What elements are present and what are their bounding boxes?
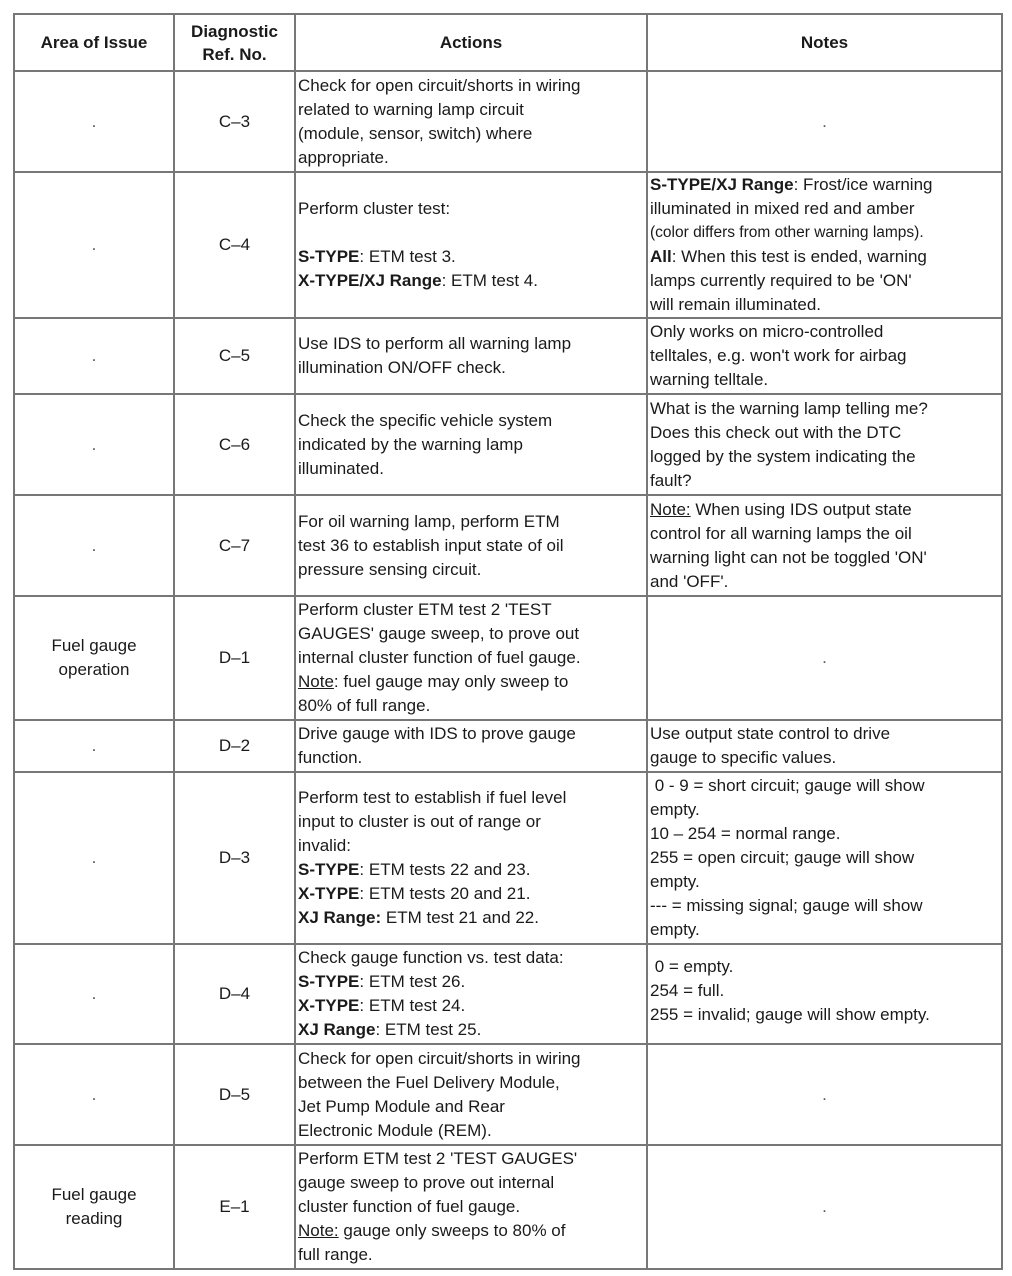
actions-line: Perform cluster test: xyxy=(298,199,451,218)
notes-line: 0 - 9 = short circuit; gauge will show xyxy=(650,776,925,795)
model-text: : ETM test 3. xyxy=(359,247,456,266)
actions-line: illumination ON/OFF check. xyxy=(298,358,506,377)
note-prefix: Note xyxy=(298,672,334,691)
actions-line: between the Fuel Delivery Module, xyxy=(298,1072,560,1092)
actions-line: (module, sensor, switch) where xyxy=(298,123,533,143)
notes-cell xyxy=(647,944,1002,1044)
area-line: operation xyxy=(58,660,130,679)
notes-line: What is the warning lamp telling me? xyxy=(650,398,928,418)
blank-line xyxy=(298,221,644,245)
table-row xyxy=(14,172,1002,318)
header-area: Area of Issue xyxy=(14,14,174,71)
notes-cell xyxy=(647,394,1002,495)
area-cell: . xyxy=(14,394,174,495)
actions-line: Check for open circuit/shorts in wiring xyxy=(298,75,581,95)
table-row xyxy=(14,71,1002,172)
model-label: X-TYPE/XJ Range xyxy=(298,271,442,290)
notes-text: When using IDS output state xyxy=(690,499,912,519)
model-label: S-TYPE xyxy=(298,972,360,991)
area-cell: . xyxy=(14,172,174,318)
table-row xyxy=(14,318,1002,394)
header-ref-line1: Diagnostic xyxy=(191,21,278,41)
notes-line: and 'OFF'. xyxy=(650,571,729,591)
notes-line: --- = missing signal; gauge will show xyxy=(650,896,923,915)
actions-line xyxy=(298,1219,644,1243)
notes-line: empty. xyxy=(650,872,700,891)
actions-line: 80% of full range. xyxy=(298,696,431,715)
model-label: S-TYPE xyxy=(298,247,360,266)
actions-line: Use IDS to perform all warning lamp xyxy=(298,334,572,353)
ref-cell: D–5 xyxy=(174,1044,295,1145)
actions-cell xyxy=(295,772,647,944)
actions-cell xyxy=(295,172,647,318)
actions-text: gauge only sweeps to 80% of xyxy=(338,1221,566,1240)
notes-line: gauge to specific values. xyxy=(650,748,837,767)
actions-line: Check gauge function vs. test data: xyxy=(298,948,564,967)
actions-line: appropriate. xyxy=(298,147,389,167)
actions-cell xyxy=(295,944,647,1044)
actions-line: Perform ETM test 2 'TEST GAUGES' xyxy=(298,1149,578,1168)
notes-line: 254 = full. xyxy=(650,981,725,1000)
actions-line: test 36 to establish input state of oil xyxy=(298,535,564,555)
actions-line: Perform test to establish if fuel level xyxy=(298,788,567,807)
actions-cell xyxy=(295,495,647,596)
area-cell: . xyxy=(14,495,174,596)
note-prefix: Note: xyxy=(650,499,691,519)
table-row xyxy=(14,772,1002,944)
header-ref-line2: Ref. No. xyxy=(202,44,267,64)
actions-cell xyxy=(295,1044,647,1145)
model-label: XJ Range xyxy=(298,1020,376,1039)
model-text: : ETM test 25. xyxy=(375,1020,482,1039)
area-cell: . xyxy=(14,1044,174,1145)
actions-line xyxy=(298,269,644,293)
area-cell: . xyxy=(14,944,174,1044)
actions-cell xyxy=(295,318,647,394)
model-label: XJ Range: xyxy=(298,908,382,927)
notes-line: Use output state control to drive xyxy=(650,724,891,743)
actions-line: Drive gauge with IDS to prove gauge xyxy=(298,724,576,743)
table-row xyxy=(14,720,1002,772)
actions-line xyxy=(298,994,644,1018)
header-ref xyxy=(174,14,295,71)
actions-line: GAUGES' gauge sweep, to prove out xyxy=(298,624,580,643)
notes-line: fault? xyxy=(650,470,692,490)
area-cell xyxy=(14,596,174,720)
diagnostic-document xyxy=(13,13,1003,1270)
actions-cell xyxy=(295,1145,647,1269)
model-text: : ETM tests 22 and 23. xyxy=(359,860,531,879)
notes-line: illuminated in mixed red and amber xyxy=(650,199,915,218)
notes-cell xyxy=(647,495,1002,596)
table-row xyxy=(14,944,1002,1044)
ref-cell: C–3 xyxy=(174,71,295,172)
actions-line: internal cluster function of fuel gauge. xyxy=(298,648,581,667)
table-row xyxy=(14,596,1002,720)
actions-line: Perform cluster ETM test 2 'TEST xyxy=(298,600,552,619)
table-row xyxy=(14,394,1002,495)
notes-cell xyxy=(647,720,1002,772)
notes-cell: . xyxy=(647,1145,1002,1269)
ref-cell: C–4 xyxy=(174,172,295,318)
notes-line xyxy=(650,498,999,522)
header-actions: Actions xyxy=(295,14,647,71)
notes-line: warning light can not be toggled 'ON' xyxy=(650,547,927,567)
notes-cell xyxy=(647,172,1002,318)
header-row xyxy=(14,14,1002,71)
notes-cell xyxy=(647,318,1002,394)
actions-line: pressure sensing circuit. xyxy=(298,559,482,579)
model-text: : ETM tests 20 and 21. xyxy=(359,884,531,903)
ref-cell: D–4 xyxy=(174,944,295,1044)
actions-line xyxy=(298,858,644,882)
notes-line: 255 = invalid; gauge will show empty. xyxy=(650,1005,930,1024)
model-label: X-TYPE xyxy=(298,996,360,1015)
notes-line: logged by the system indicating the xyxy=(650,446,916,466)
actions-line: input to cluster is out of range or xyxy=(298,812,541,831)
ref-cell: D–2 xyxy=(174,720,295,772)
notes-bold: All xyxy=(650,247,672,266)
ref-cell: C–5 xyxy=(174,318,295,394)
ref-cell: E–1 xyxy=(174,1145,295,1269)
area-line: Fuel gauge xyxy=(51,1185,137,1204)
area-cell xyxy=(14,1145,174,1269)
actions-line: full range. xyxy=(298,1245,373,1264)
note-prefix: Note: xyxy=(298,1221,339,1240)
actions-cell xyxy=(295,71,647,172)
actions-line xyxy=(298,970,644,994)
notes-line: (color differs from other warning lamps). xyxy=(650,224,924,241)
actions-text: : fuel gauge may only sweep to xyxy=(333,672,569,691)
model-text: : ETM test 26. xyxy=(359,972,466,991)
area-cell: . xyxy=(14,71,174,172)
actions-cell xyxy=(295,394,647,495)
actions-line: indicated by the warning lamp xyxy=(298,434,523,454)
actions-line: related to warning lamp circuit xyxy=(298,99,524,119)
notes-line xyxy=(650,245,999,269)
actions-line: invalid: xyxy=(298,836,351,855)
notes-line: lamps currently required to be 'ON' xyxy=(650,271,912,290)
area-cell: . xyxy=(14,720,174,772)
actions-line: For oil warning lamp, perform ETM xyxy=(298,511,560,531)
model-label: X-TYPE xyxy=(298,884,360,903)
model-label: S-TYPE xyxy=(298,860,360,879)
actions-line: cluster function of fuel gauge. xyxy=(298,1197,521,1216)
notes-cell: . xyxy=(647,1044,1002,1145)
notes-text: : Frost/ice warning xyxy=(793,175,933,194)
area-line: Fuel gauge xyxy=(51,636,137,655)
model-text: ETM test 21 and 22. xyxy=(381,908,539,927)
actions-line xyxy=(298,245,644,269)
ref-cell: C–7 xyxy=(174,495,295,596)
actions-line: illuminated. xyxy=(298,458,384,478)
notes-line: empty. xyxy=(650,800,700,819)
notes-line: 0 = empty. xyxy=(650,957,734,976)
actions-line: gauge sweep to prove out internal xyxy=(298,1173,555,1192)
notes-line: telltales, e.g. won't work for airbag xyxy=(650,346,907,365)
model-text: : ETM test 24. xyxy=(359,996,466,1015)
area-cell: . xyxy=(14,772,174,944)
notes-line xyxy=(650,173,999,197)
ref-cell: C–6 xyxy=(174,394,295,495)
actions-line xyxy=(298,1018,644,1042)
table-row xyxy=(14,495,1002,596)
actions-line: function. xyxy=(298,748,363,767)
actions-line: Check the specific vehicle system xyxy=(298,410,553,430)
notes-line: Only works on micro-controlled xyxy=(650,322,884,341)
ref-cell: D–3 xyxy=(174,772,295,944)
diagnostic-table xyxy=(13,13,1003,1270)
table-row xyxy=(14,1044,1002,1145)
model-text: : ETM test 4. xyxy=(441,271,538,290)
notes-line: Does this check out with the DTC xyxy=(650,422,902,442)
notes-cell xyxy=(647,772,1002,944)
notes-line: warning telltale. xyxy=(650,370,769,389)
ref-cell: D–1 xyxy=(174,596,295,720)
actions-line: Electronic Module (REM). xyxy=(298,1120,492,1140)
notes-line: empty. xyxy=(650,920,700,939)
notes-cell: . xyxy=(647,71,1002,172)
actions-line: Jet Pump Module and Rear xyxy=(298,1096,505,1116)
notes-bold: S-TYPE/XJ Range xyxy=(650,175,794,194)
notes-line: 255 = open circuit; gauge will show xyxy=(650,848,915,867)
actions-line xyxy=(298,906,644,930)
notes-line: will remain illuminated. xyxy=(650,295,822,314)
actions-cell xyxy=(295,596,647,720)
area-cell: . xyxy=(14,318,174,394)
area-line: reading xyxy=(65,1209,123,1228)
actions-line xyxy=(298,670,644,694)
actions-line xyxy=(298,882,644,906)
notes-line: control for all warning lamps the oil xyxy=(650,523,912,543)
actions-cell xyxy=(295,720,647,772)
notes-cell: . xyxy=(647,596,1002,720)
table-row xyxy=(14,1145,1002,1269)
actions-line: Check for open circuit/shorts in wiring xyxy=(298,1048,581,1068)
notes-line: 10 – 254 = normal range. xyxy=(650,824,841,843)
notes-text: : When this test is ended, warning xyxy=(671,247,927,266)
header-notes: Notes xyxy=(647,14,1002,71)
